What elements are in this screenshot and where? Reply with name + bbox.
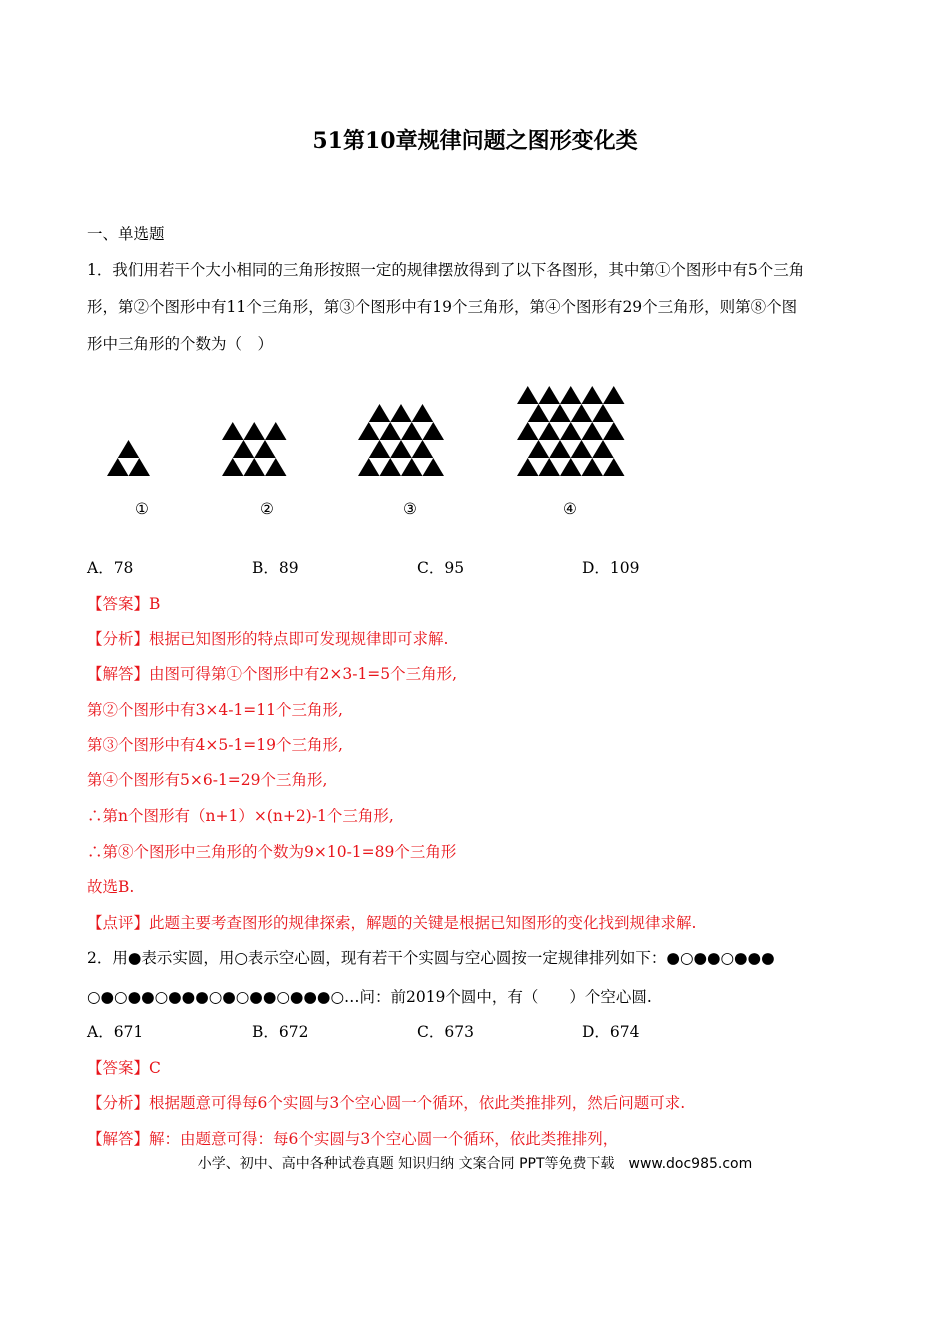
triangle-mark [244, 422, 266, 440]
triangle-mark [265, 422, 287, 440]
q1-option-d: D．109 [582, 559, 640, 577]
triangle-mark [582, 386, 604, 404]
q2-option-c: C．673 [417, 1023, 474, 1041]
q1-option-a: A．78 [87, 559, 134, 577]
page-footer: 小学、初中、高中各种试卷真题 知识归纳 文案合同 PPT等免费下载 www.doc985.com [197, 1156, 753, 1172]
triangle-mark [265, 458, 287, 476]
triangle-mark [582, 458, 604, 476]
q2-option-b: B．672 [252, 1023, 309, 1041]
q1-solution-line: 第④个图形有5×6-1=29个三角形, [87, 771, 328, 789]
q2-analysis: 【分析】根据题意可得每6个实圆与3个空心圆一个循环，依此类推排列，然后问题可求. [87, 1094, 686, 1112]
triangle-mark [549, 404, 571, 422]
q1-stem-line-2: 形，第②个图形中有11个三角形，第③个图形中有19个三角形，第④个图形有29个三角形，则第⑧个图 [87, 298, 798, 316]
triangle-mark [254, 440, 276, 458]
triangle-mark [401, 422, 423, 440]
triangle-mark [549, 440, 571, 458]
q1-analysis: 【分析】根据已知图形的特点即可发现规律即可求解. [87, 630, 449, 648]
triangle-mark [517, 458, 539, 476]
q1-comment: 【点评】此题主要考查图形的规律探索，解题的关键是根据已知图形的变化找到规律求解. [87, 914, 697, 932]
triangle-mark [358, 458, 380, 476]
triangle-mark [539, 422, 561, 440]
q2-stem-line-1: 2．用●表示实圆，用○表示空心圆，现有若干个实圆与空心圆按一定规律排列如下：●○●●○●●● [87, 949, 775, 967]
triangle-mark [107, 458, 129, 476]
q2-option-a: A．671 [87, 1023, 144, 1041]
figure-label-1: ① [135, 500, 149, 518]
triangle-mark [539, 386, 561, 404]
triangle-mark [528, 404, 550, 422]
section-heading: 一、单选题 [87, 225, 165, 243]
triangle-mark [222, 458, 244, 476]
q1-solution-line: 第②个图形中有3×4-1=11个三角形, [87, 701, 343, 719]
q2-solution-line: 【解答】解：由题意可得：每6个实圆与3个空心圆一个循环，依此类推排列， [87, 1130, 619, 1148]
triangle-mark [528, 440, 550, 458]
triangle-mark [244, 458, 266, 476]
triangle-mark [517, 386, 539, 404]
triangle-mark [412, 440, 434, 458]
triangle-mark [380, 422, 402, 440]
triangle-mark [560, 422, 582, 440]
triangle-mark [603, 386, 625, 404]
triangle-mark [582, 422, 604, 440]
q1-solution-line: ∴第n个图形有（n+1）×(n+2)-1个三角形, [87, 807, 394, 825]
triangle-mark [592, 404, 614, 422]
triangle-mark [358, 422, 380, 440]
q1-stem-line-1: 1．我们用若干个大小相同的三角形按照一定的规律摆放得到了以下各图形，其中第①个图形中有5个三角 [87, 261, 805, 279]
q1-solution-line: 【解答】由图可得第①个图形中有2×3-1=5个三角形, [87, 665, 458, 683]
figure-label-3: ③ [403, 500, 417, 518]
triangle-mark [369, 440, 391, 458]
q1-solution-line: 故选B. [87, 878, 135, 896]
q1-option-b: B．89 [252, 559, 299, 577]
q1-option-c: C．95 [417, 559, 465, 577]
triangle-mark [233, 440, 255, 458]
q1-solution-line: 第③个图形中有4×5-1=19个三角形, [87, 736, 343, 754]
figure-label-4: ④ [563, 500, 577, 518]
triangle-mark [423, 458, 445, 476]
figure-label-2: ② [260, 500, 274, 518]
triangle-mark [560, 386, 582, 404]
q1-stem-line-3: 形中三角形的个数为（ ） [87, 335, 274, 353]
triangle-mark [423, 422, 445, 440]
triangle-pattern-figures [95, 372, 675, 532]
triangle-mark [390, 440, 412, 458]
q1-solution-line: ∴第⑧个图形中三角形的个数为9×10-1=89个三角形 [87, 843, 457, 861]
triangle-mark [380, 458, 402, 476]
triangle-mark [369, 404, 391, 422]
triangle-mark [560, 458, 582, 476]
triangle-mark [592, 440, 614, 458]
triangle-mark [603, 458, 625, 476]
q2-answer: 【答案】C [87, 1059, 161, 1077]
triangle-mark [539, 458, 561, 476]
triangle-pattern-drawing [95, 372, 675, 532]
triangle-mark [118, 440, 140, 458]
triangle-mark [517, 422, 539, 440]
triangle-mark [571, 440, 593, 458]
triangle-mark [603, 422, 625, 440]
q1-answer: 【答案】B [87, 595, 161, 613]
q2-option-d: D．674 [582, 1023, 640, 1041]
triangle-mark [571, 404, 593, 422]
triangle-mark [129, 458, 151, 476]
page-title: 51第10章规律问题之图形变化类 [312, 128, 638, 154]
triangle-mark [390, 404, 412, 422]
triangle-mark [412, 404, 434, 422]
triangle-mark [222, 422, 244, 440]
q2-stem-line-2: ○●○●●○●●●○●○●●○●●●○…问：前2019个圆中，有（ ）个空心圆. [87, 988, 652, 1006]
triangle-mark [401, 458, 423, 476]
